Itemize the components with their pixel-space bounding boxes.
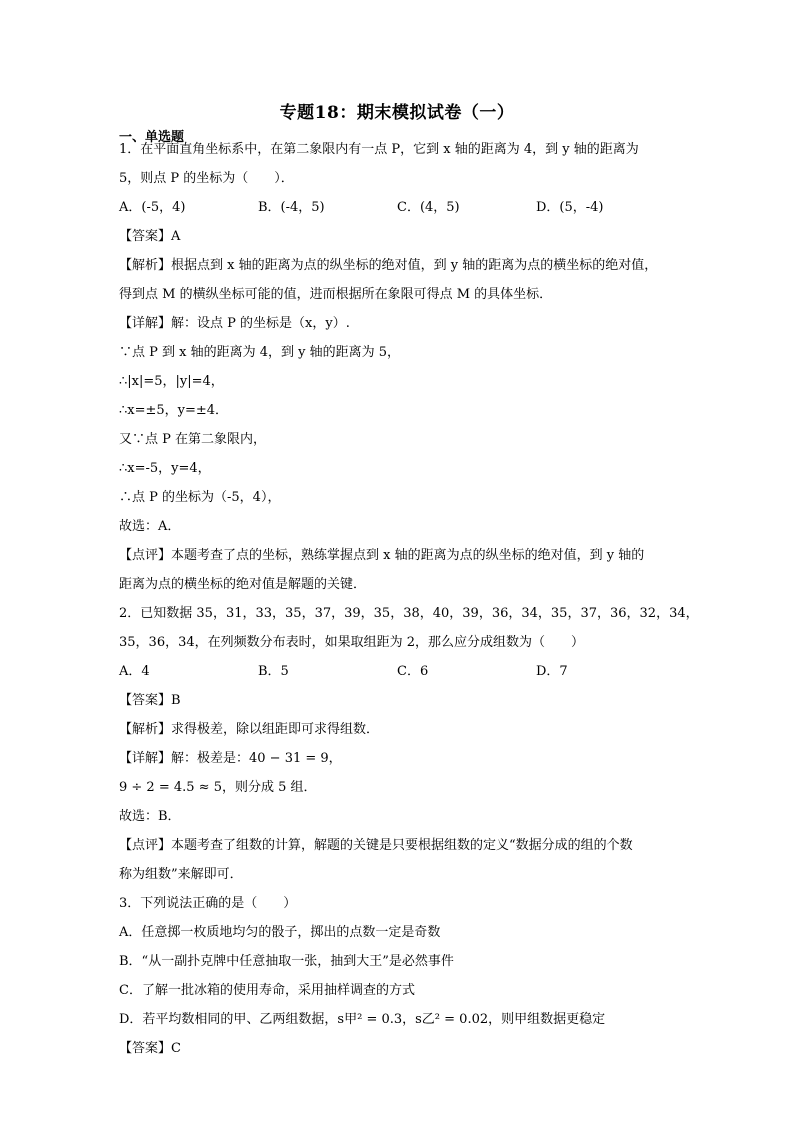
q2-option-d: D．7 — [536, 664, 568, 679]
q3-stem: 3．下列说法正确的是（ ） — [119, 896, 297, 911]
q1-detail-line-7: ∴点 P 的坐标为（-5，4）， — [119, 490, 281, 505]
q1-detail-line-5: 又∵点 P 在第二象限内， — [119, 432, 267, 447]
q1-detail-line-1: 【详解】解：设点 P 的坐标是（x，y）. — [119, 316, 350, 331]
q2-options — [119, 661, 679, 690]
q1-option-c: C．(4，5) — [397, 200, 460, 215]
q1-stem-line-1: 1．在平面直角坐标系中，在第二象限内有一点 P，它到 x 轴的距离为 4，到 y 轴的距离为 — [119, 142, 639, 157]
q1-analysis-line-1: 【解析】根据点到 x 轴的距离为点的纵坐标的绝对值，到 y 轴的距离为点的横坐标的绝对值， — [119, 258, 658, 273]
q1-analysis-line-2: 得到点 M 的横纵坐标可能的值，进而根据所在象限可得点 M 的具体坐标． — [119, 287, 553, 302]
q2-comment-line-2: 称为组数”来解即可． — [119, 867, 243, 882]
q1-answer: 【答案】A — [119, 229, 181, 244]
q2-detail-line-1: 【详解】解：极差是：40 − 31 = 9， — [119, 751, 342, 766]
page-title: 专题18：期末模拟试卷（一） — [279, 103, 515, 123]
q1-option-d: D．(5，-4) — [536, 200, 604, 215]
q1-options — [119, 197, 679, 226]
q3-answer: 【答案】C — [119, 1041, 181, 1056]
q1-option-a: A．(-5，4) — [119, 200, 186, 215]
document-body — [119, 139, 699, 1067]
q1-detail-line-8: 故选：A． — [119, 519, 181, 534]
q3-option-c: C．了解一批冰箱的使用寿命，采用抽样调查的方式 — [119, 983, 415, 998]
q1-detail-line-3: ∴|x|=5，|y|=4， — [119, 374, 224, 389]
q2-comment-line-1: 【点评】本题考查了组数的计算，解题的关键是只要根据组数的定义“数据分成的组的个数 — [119, 838, 633, 853]
q1-stem-line-2: 5，则点 P 的坐标为（ ）． — [119, 171, 294, 186]
q1-detail-line-2: ∵点 P 到 x 轴的距离为 4，到 y 轴的距离为 5， — [119, 345, 401, 360]
q2-option-c: C．6 — [397, 664, 429, 679]
q2-stem-line-1: 2．已知数据 35，31，33，35，37，39，35，38，40，39，36，34，35，37，36，32，34， — [119, 606, 699, 621]
q1-comment-line-2: 距离为点的横坐标的绝对值是解题的关键． — [119, 577, 367, 592]
q2-detail-line-3: 故选：B． — [119, 809, 181, 824]
q3-option-b: B．“从一副扑克牌中任意抽取一张，抽到大王”是必然事件 — [119, 954, 454, 969]
q1-option-b: B．(-4，5) — [258, 200, 325, 215]
q2-answer: 【答案】B — [119, 693, 181, 708]
q2-stem-line-2: 35，36，34，在列频数分布表时，如果取组距为 2，那么应分成组数为（ ） — [119, 635, 585, 650]
q2-option-b: B．5 — [258, 664, 289, 679]
q3-option-d: D．若平均数相同的甲、乙两组数据，s甲² = 0.3，s乙² = 0.02，则甲组数据更稳定 — [119, 1012, 606, 1027]
q2-analysis: 【解析】求得极差，除以组距即可求得组数． — [119, 722, 380, 737]
q1-detail-line-6: ∴x=-5，y=4， — [119, 461, 211, 476]
q1-detail-line-4: ∴x=±5，y=±4． — [119, 403, 229, 418]
q3-option-a: A．任意掷一枚质地均匀的骰子，掷出的点数一定是奇数 — [119, 925, 441, 940]
q2-detail-line-2: 9 ÷ 2 = 4.5 ≈ 5，则分成 5 组． — [119, 780, 317, 795]
q1-comment-line-1: 【点评】本题考查了点的坐标，熟练掌握点到 x 轴的距离为点的纵坐标的绝对值，到 y 轴的 — [119, 548, 645, 563]
section-heading: 一、单选题 — [119, 130, 185, 145]
q2-option-a: A．4 — [119, 664, 150, 679]
